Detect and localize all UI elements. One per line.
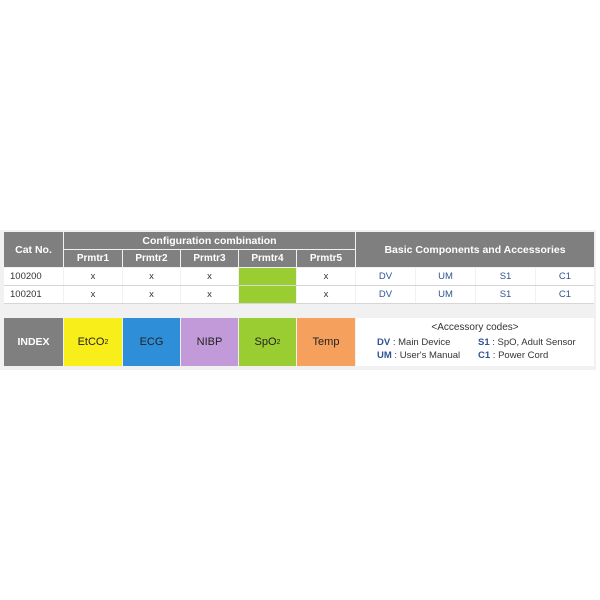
accessory-code: S1 [476, 268, 535, 285]
accessory-code: UM [416, 268, 475, 285]
legend-item-c1 [478, 350, 548, 361]
prmtr5-header: Prmtr5 [297, 250, 355, 267]
prmtr2-header: Prmtr2 [123, 250, 180, 267]
accessory-code: C1 [536, 268, 594, 285]
table-row-param: x [181, 268, 238, 285]
legend-desc: Power Cord [498, 350, 549, 361]
accessory-codes-legend [356, 318, 594, 366]
cat-no-header: Cat No. [4, 232, 63, 267]
index-nibp-chip [181, 318, 238, 366]
index-etco2-chip [64, 318, 122, 366]
legend-desc: SpO, Adult Sensor [497, 337, 576, 348]
legend-desc: Main Device [398, 337, 451, 348]
index-ecg-chip [123, 318, 180, 366]
prmtr4-header: Prmtr4 [239, 250, 296, 267]
legend-code: S1 [478, 337, 490, 348]
index-temp-label: Temp [312, 336, 340, 348]
table-row-param: x [123, 268, 180, 285]
legend-code: C1 [478, 350, 491, 361]
legend-sep: : [391, 350, 400, 361]
index-etco2-label: EtCO [77, 336, 105, 348]
prmtr1-header: Prmtr1 [64, 250, 122, 267]
legend-item-s1 [478, 337, 576, 348]
index-spo2-subscript: 2 [276, 338, 281, 346]
table-row-param: x [64, 286, 122, 303]
row-divider [4, 303, 594, 304]
table-row-param: x [297, 286, 355, 303]
table-row-cat: 100200 [4, 268, 63, 285]
prmtr3-header: Prmtr3 [181, 250, 238, 267]
table-row-cat: 100201 [4, 286, 63, 303]
table-row-param: x [297, 268, 355, 285]
legend-code: DV [377, 337, 391, 348]
accessory-codes-title: <Accessory codes> [431, 322, 519, 333]
index-label: INDEX [4, 318, 63, 366]
accessory-code: DV [356, 268, 415, 285]
index-nibp-label: NIBP [196, 336, 223, 348]
legend-sep: : [390, 337, 399, 348]
accessory-code: DV [356, 286, 415, 303]
index-spo2-chip [239, 318, 296, 366]
table-row-param: x [181, 286, 238, 303]
index-etco2-subscript: 2 [104, 338, 109, 346]
index-spo2-label: SpO [254, 336, 277, 348]
index-temp-chip [297, 318, 355, 366]
accessory-code: S1 [476, 286, 535, 303]
row-divider [4, 285, 594, 286]
table-row-param: x [64, 268, 122, 285]
legend-desc: User's Manual [399, 350, 461, 361]
legend-sep: : [490, 350, 499, 361]
legend-sep: : [489, 337, 498, 348]
legend-code: UM [377, 350, 392, 361]
legend-item-um [377, 350, 460, 361]
prmtr4-filled-cell [239, 268, 296, 285]
accessory-code: UM [416, 286, 475, 303]
index-ecg-label: ECG [139, 336, 164, 348]
legend-item-dv [377, 337, 450, 348]
configuration-combination-header: Configuration combination [64, 232, 355, 249]
prmtr4-filled-cell [239, 286, 296, 303]
table-row-param: x [123, 286, 180, 303]
accessory-code: C1 [536, 286, 594, 303]
basic-components-header: Basic Components and Accessories [356, 232, 594, 267]
